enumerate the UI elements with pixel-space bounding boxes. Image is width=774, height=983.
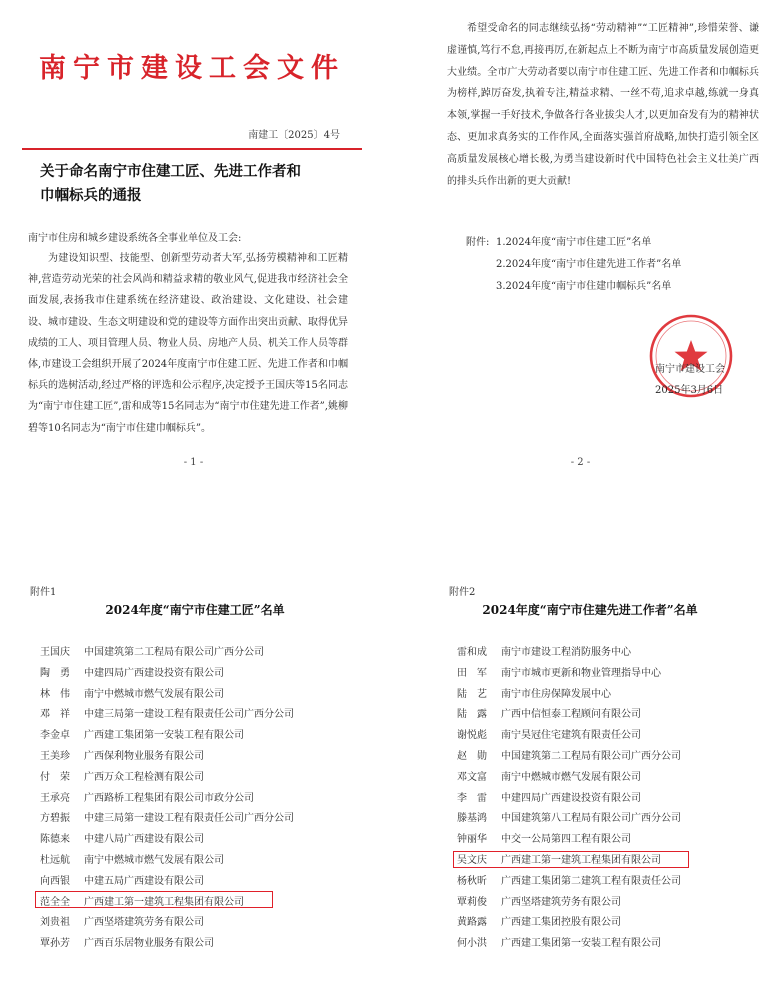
list-item bbox=[40, 830, 204, 845]
organization-name: 广西坚塔建筑劳务有限公司 bbox=[84, 917, 204, 929]
organization-name: 南宁市住房保障发展中心 bbox=[501, 688, 611, 700]
person-name: 付 荣 bbox=[40, 771, 70, 783]
notice-title-line-1: 关于命名南宁市住建工匠、先进工作者和 bbox=[40, 163, 301, 180]
notice-title-line-2: 巾帼标兵的通报 bbox=[40, 187, 142, 204]
list-item bbox=[457, 768, 641, 783]
person-name: 吴文庆 bbox=[457, 855, 487, 866]
list-item bbox=[40, 643, 264, 658]
list-item bbox=[40, 685, 224, 700]
list-item bbox=[457, 664, 661, 679]
signature-date: 2025年3月6日 bbox=[655, 385, 724, 396]
organization-name: 广西路桥工程集团有限公司市政分公司 bbox=[84, 792, 254, 804]
attachment-item: 3.2024年度“南宁市住建巾帼标兵”名单 bbox=[496, 281, 672, 292]
organization-name: 中建三局第一建设工程有限责任公司广西分公司 bbox=[84, 813, 294, 825]
person-name: 杜远航 bbox=[40, 855, 70, 866]
organization-name: 广西保利物业服务有限公司 bbox=[84, 751, 204, 762]
list-item bbox=[40, 664, 224, 679]
person-name: 雷和成 bbox=[457, 647, 487, 658]
person-name: 范全全 bbox=[40, 896, 70, 908]
organization-name: 南宁市城市更新和物业管理指导中心 bbox=[501, 667, 661, 679]
organization-name: 广西建工第一建筑工程集团有限公司 bbox=[84, 896, 244, 908]
person-name: 李 雷 bbox=[457, 792, 487, 804]
organization-name: 中建三局第一建设工程有限责任公司广西分公司 bbox=[84, 709, 294, 721]
person-name: 陆 艺 bbox=[457, 688, 487, 700]
document-page-1 bbox=[0, 0, 387, 491]
document-number: 南建工〔2025〕4号 bbox=[248, 130, 340, 141]
organization-name: 中交一公局第四工程有限公司 bbox=[501, 834, 631, 846]
closing-paragraph: 希望受命名的同志继续弘扬“劳动精神”“工匠精神”,珍惜荣誉、谦虚谨慎,笃行不怠,再接再厉,在新起点上不断为南宁市高质量发展创造更大业绩。全市广大劳动者要以南宁市住建工匠、先进工作者和巾帼标兵为榜样,踔厉奋发,执着专注,精益求精、一丝不苟,追求卓越,练就一身真本领,掌握一手好技术,争做各行各业拔尖人才,以更加奋发有为的精神状态、更加求真务实的工作作风,全面落实强首府战略,加快打造引领全区高质量发展核心增长极,为勇当建设新时代中国特色社会主义壮美广西的排头兵作出新的更大贡献! bbox=[447, 23, 759, 187]
page-number: - 1 - bbox=[183, 457, 204, 468]
person-name: 滕基鸿 bbox=[457, 813, 487, 825]
signature-organization: 南宁市建设工会 bbox=[655, 364, 725, 375]
organization-name: 中建四局广西建设投资有限公司 bbox=[84, 667, 224, 679]
list-item bbox=[457, 830, 631, 845]
person-name: 钟丽华 bbox=[457, 834, 487, 846]
highlight-box bbox=[35, 891, 273, 908]
list-item bbox=[457, 872, 681, 887]
person-name: 王国庆 bbox=[40, 647, 70, 658]
attachment-item: 1.2024年度“南宁市住建工匠”名单 bbox=[496, 237, 652, 248]
organization-name: 南宁市建设工程消防服务中心 bbox=[501, 647, 631, 658]
person-name: 赵 勋 bbox=[457, 751, 487, 762]
organization-name: 广西建工集团第二建筑工程有限责任公司 bbox=[501, 875, 681, 887]
annex-title: 2024年度“南宁市住建工匠”名单 bbox=[105, 603, 285, 617]
list-item bbox=[457, 685, 611, 700]
organization-name: 广西建工集团第一安装工程有限公司 bbox=[84, 730, 244, 742]
highlight-box bbox=[453, 851, 689, 868]
annex-label: 附件1 bbox=[30, 587, 57, 598]
list-item bbox=[457, 789, 641, 804]
person-name: 方碧振 bbox=[40, 813, 70, 825]
list-item bbox=[40, 705, 294, 720]
organization-name: 中建八局广西建设有限公司 bbox=[84, 834, 204, 846]
list-item bbox=[40, 809, 294, 824]
organization-name: 中国建筑第八工程局有限公司广西分公司 bbox=[501, 813, 681, 825]
page-number: - 2 - bbox=[570, 457, 591, 468]
person-name: 陶 勇 bbox=[40, 667, 70, 679]
organization-name: 南宁中燃城市燃气发展有限公司 bbox=[501, 771, 641, 783]
person-name: 谢悦彪 bbox=[457, 730, 487, 742]
list-item bbox=[40, 851, 224, 866]
organization-name: 广西建工第一建筑工程集团有限公司 bbox=[501, 855, 661, 866]
organization-name: 中国建筑第二工程局有限公司广西分公司 bbox=[84, 647, 264, 658]
person-name: 田 军 bbox=[457, 667, 487, 679]
person-name: 王承亮 bbox=[40, 792, 70, 804]
person-name: 陆 露 bbox=[457, 709, 487, 721]
person-name: 邓 祥 bbox=[40, 709, 70, 721]
organization-name: 南宁中燃城市燃气发展有限公司 bbox=[84, 688, 224, 700]
attachments-label: 附件: bbox=[466, 237, 490, 248]
addressee: 南宁市住房和城乡建设系统各全事业单位及工会: bbox=[28, 233, 242, 244]
list-item bbox=[457, 747, 681, 762]
list-item bbox=[40, 789, 254, 804]
organization-name: 南宁中燃城市燃气发展有限公司 bbox=[84, 855, 224, 866]
organization-name: 广西坚塔建筑劳务有限公司 bbox=[501, 896, 621, 908]
person-name: 邓文富 bbox=[457, 771, 487, 783]
list-item bbox=[40, 934, 214, 949]
person-name: 覃孙芳 bbox=[40, 938, 70, 950]
annex-title: 2024年度“南宁市住建先进工作者”名单 bbox=[482, 603, 698, 617]
masthead-divider bbox=[22, 148, 362, 150]
list-item bbox=[457, 643, 631, 658]
person-name: 李金卓 bbox=[40, 730, 70, 742]
person-name: 黄路露 bbox=[457, 917, 487, 929]
list-item bbox=[457, 726, 641, 741]
notice-title bbox=[40, 160, 330, 208]
person-name: 林 伟 bbox=[40, 688, 70, 700]
person-name: 覃莉俊 bbox=[457, 896, 487, 908]
annex-label: 附件2 bbox=[449, 587, 476, 598]
organization-name: 广西万众工程检测有限公司 bbox=[84, 771, 204, 783]
person-name: 刘贵祖 bbox=[40, 917, 70, 929]
organization-name: 南宁昊冠住宅建筑有限责任公司 bbox=[501, 730, 641, 742]
person-name: 陈德来 bbox=[40, 834, 70, 846]
list-item bbox=[457, 809, 681, 824]
list-item bbox=[40, 768, 204, 783]
list-item bbox=[40, 872, 204, 887]
organization-name: 中建五局广西建设有限公司 bbox=[84, 875, 204, 887]
organization-name: 中建四局广西建设投资有限公司 bbox=[501, 792, 641, 804]
list-item bbox=[457, 913, 621, 928]
list-item bbox=[40, 747, 204, 762]
list-item bbox=[40, 726, 244, 741]
list-item bbox=[40, 913, 204, 928]
person-name: 何小洪 bbox=[457, 938, 487, 950]
list-item bbox=[457, 934, 661, 949]
organization-name: 中国建筑第二工程局有限公司广西分公司 bbox=[501, 751, 681, 762]
organization-name: 广西建工集团第一安装工程有限公司 bbox=[501, 938, 661, 950]
person-name: 向西银 bbox=[40, 875, 70, 887]
attachment-item: 2.2024年度“南宁市住建先进工作者”名单 bbox=[496, 259, 682, 270]
organization-name: 广西中信恒泰工程顾问有限公司 bbox=[501, 709, 641, 721]
masthead-title: 南宁市建设工会文件 bbox=[39, 53, 345, 84]
organization-name: 广西建工集团控股有限公司 bbox=[501, 917, 621, 929]
list-item bbox=[457, 705, 641, 720]
notice-body-paragraph: 为建设知识型、技能型、创新型劳动者大军,弘扬劳模精神和工匠精神,营造劳动光荣的社会风尚和精益求精的敬业风气,促进我市经济社会全面发展,表扬我市住建系统在经济建设、政治建设、文化建设、社会建设、城市建设、生态文明建设和党的建设等方面作出突出贡献、取得优异成绩的工人、项目管理人员、物业人员、房地产人员、机关工作人员等群体,市建设工会组织开展了2024年度南宁市住建工匠、先进工作者和巾帼标兵的选树活动,经过严格的评选和公示程序,决定授予王国庆等15名同志为“南宁市住建工匠”,雷和成等15名同志为“南宁市住建先进工作者”,姚柳碧等10名同志为“南宁市住建巾帼标兵”。 bbox=[28, 253, 348, 434]
person-name: 王美珍 bbox=[40, 751, 70, 762]
list-item bbox=[457, 893, 621, 908]
organization-name: 广西百乐居物业服务有限公司 bbox=[84, 938, 214, 950]
person-name: 杨秋昕 bbox=[457, 875, 487, 887]
